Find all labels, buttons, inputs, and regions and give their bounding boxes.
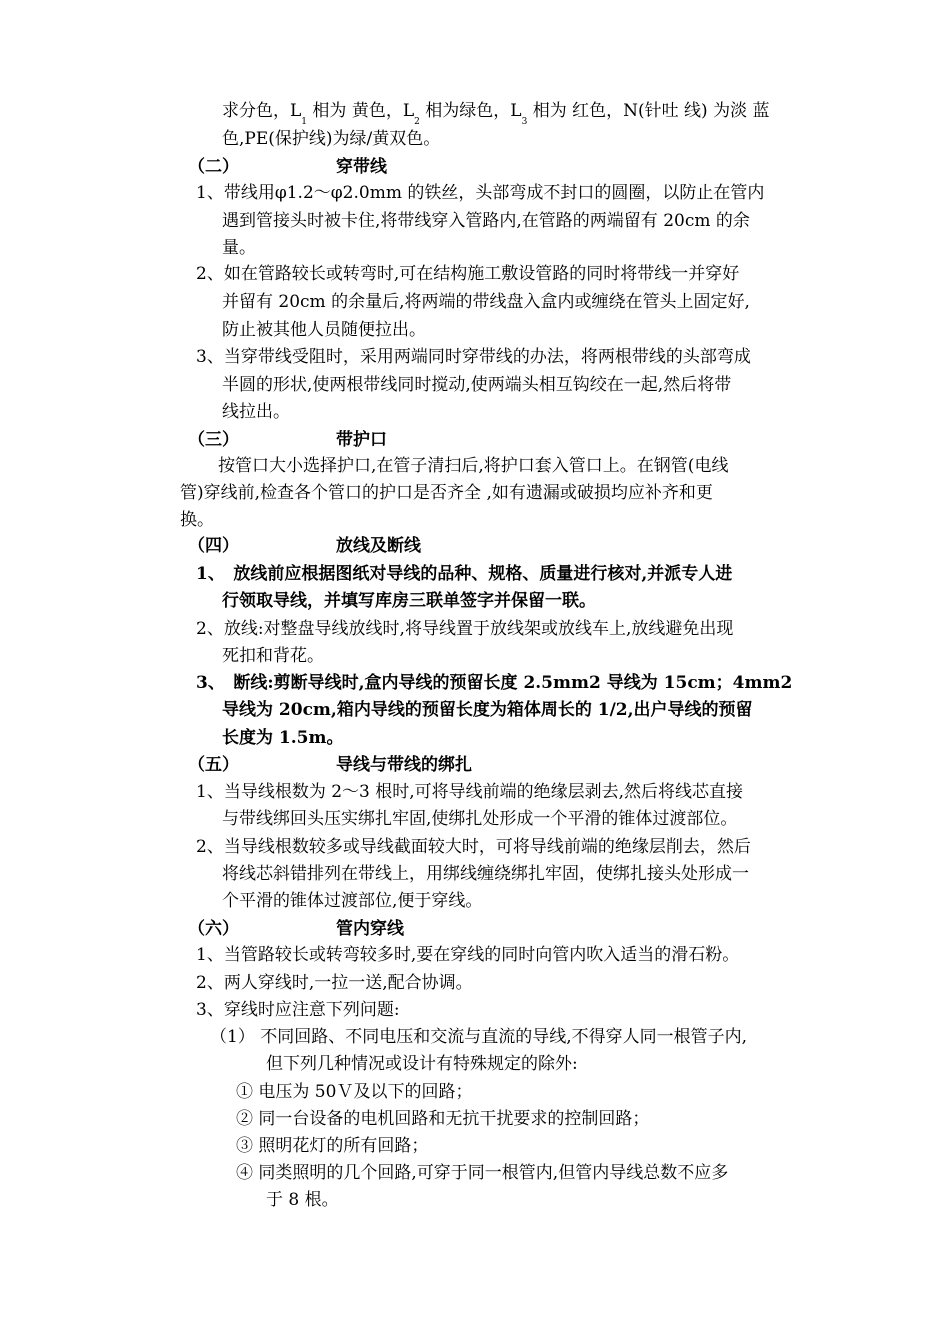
section-2-number: （二） — [188, 157, 239, 177]
section-6-circle-item-2: ② 同一台设备的电机回路和无抗干扰要求的控制回路； — [236, 1109, 650, 1129]
subscript-3: 3 — [521, 117, 528, 127]
section-6-circle-item-4-line-1: ④ 同类照明的几个回路,可穿于同一根管内,但管内导线总数不应多 — [236, 1163, 729, 1183]
intro-text-a: 求分色，L — [222, 101, 302, 121]
section-3-para-line-2: 管)穿线前,检查各个管口的护口是否齐全 ,如有遗漏或破损均应补齐和更 — [180, 483, 713, 503]
section-2-item-3-line-1: 3、当穿带线受阻时，采用两端同时穿带线的办法，将两根带线的头部弯成 — [196, 347, 751, 367]
section-6-title: 管内穿线 — [336, 919, 404, 939]
section-4-item-3-line-2: 导线为 20cm,箱内导线的预留长度为箱体周长的 1/2,出户导线的预留 — [222, 700, 753, 720]
section-5-item-2-line-2: 将线芯斜错排列在带线上，用绑线缠绕绑扎牢固，使绑扎接头处形成一 — [222, 864, 749, 884]
section-6-sub-1-line-1: （1） 不同回路、不同电压和交流与直流的导线,不得穿人同一根管子内, — [210, 1027, 748, 1047]
section-2-item-1-line-2: 遇到管接头时被卡住,将带线穿入管路内,在管路的两端留有 20cm 的余 — [222, 211, 750, 231]
subscript-1: 1 — [301, 117, 308, 127]
intro-text-b: 相为 黄色，L — [307, 101, 415, 121]
section-6-sub-1-line-2: 但下列几种情况或设计有特殊规定的除外: — [266, 1054, 578, 1074]
section-3-title: 带护口 — [336, 430, 387, 450]
section-5-number: （五） — [188, 755, 239, 775]
section-6-number: （六） — [188, 919, 239, 939]
section-6-item-1: 1、当管路较长或转弯较多时,要在穿线的同时向管内吹入适当的滑石粉。 — [196, 945, 740, 965]
section-2-item-2-line-3: 防止被其他人员随便拉出。 — [222, 320, 426, 340]
section-4-item-3-line-1: 3、 断线:剪断导线时,盒内导线的预留长度 2.5mm2 导线为 15cm；4mm2 — [196, 673, 793, 693]
section-6-circle-item-4-line-2: 于 8 根。 — [266, 1190, 339, 1210]
section-6-circle-item-1: ① 电压为 50Ｖ及以下的回路； — [236, 1082, 473, 1102]
section-2-item-3-line-3: 线拉出。 — [222, 402, 290, 422]
section-4-item-1-line-2: 行领取导线，并填写库房三联单签字并保留一联。 — [222, 591, 596, 611]
subscript-2: 2 — [414, 117, 420, 127]
section-4-item-2-line-2: 死扣和背花。 — [222, 646, 324, 666]
section-3-para-line-1: 按管口大小选择护口,在管子清扫后,将护口套入管口上。在钢管(电线 — [218, 456, 729, 476]
section-4-title: 放线及断线 — [336, 536, 421, 556]
section-4-item-1-line-1: 1、 放线前应根据图纸对导线的品种、规格、质量进行核对,并派专人进 — [196, 564, 733, 584]
section-4-item-2-line-1: 2、放线:对整盘导线放线时,将导线置于放线架或放线车上,放线避免出现 — [196, 619, 734, 639]
section-2-item-2-line-1: 2、如在管路较长或转弯时,可在结构施工敷设管路的同时将带线一并穿好 — [196, 264, 740, 284]
section-6-item-3: 3、穿线时应注意下列问题: — [196, 1000, 400, 1020]
section-3-number: （三） — [188, 430, 239, 450]
section-2-item-2-line-2: 并留有 20cm 的余量后,将两端的带线盘入盒内或缠绕在管头上固定好, — [222, 292, 750, 312]
section-5-item-2-line-3: 个平滑的锥体过渡部位,便于穿线。 — [222, 891, 483, 911]
section-2-item-1-line-3: 量。 — [222, 238, 256, 258]
section-5-item-1-line-1: 1、当导线根数为 2～3 根时,可将导线前端的绝缘层剥去,然后将线芯直接 — [196, 782, 744, 802]
intro-line-1 — [222, 100, 770, 127]
intro-text-d: 相为 红色，N(针吐 线) 为淡 蓝 — [527, 101, 770, 121]
section-5-item-2-line-1: 2、当导线根数较多或导线截面较大时，可将导线前端的绝缘层削去，然后 — [196, 837, 751, 857]
intro-line-2: 色,PE(保护线)为绿/黄双色。 — [222, 129, 441, 149]
section-2-item-1-line-1: 1、带线用φ1.2～φ2.0mm 的铁丝，头部弯成不封口的圆圈，以防止在管内 — [196, 183, 765, 203]
section-5-item-1-line-2: 与带线绑回头压实绑扎牢固,使绑扎处形成一个平滑的锥体过渡部位。 — [222, 809, 738, 829]
section-2-item-3-line-2: 半圆的形状,使两根带线同时搅动,使两端头相互钩绞在一起,然后将带 — [222, 375, 732, 395]
section-2-title: 穿带线 — [336, 157, 387, 177]
section-5-title: 导线与带线的绑扎 — [336, 755, 472, 775]
section-4-item-3-line-3: 长度为 1.5m。 — [222, 728, 344, 748]
section-6-item-2: 2、两人穿线时,一拉一送,配合协调。 — [196, 973, 473, 993]
section-6-circle-item-3: ③ 照明花灯的所有回路； — [236, 1136, 429, 1156]
section-4-number: （四） — [188, 536, 239, 556]
section-3-para-line-3: 换。 — [180, 510, 214, 530]
intro-text-c: 相为绿色，L — [419, 101, 522, 121]
